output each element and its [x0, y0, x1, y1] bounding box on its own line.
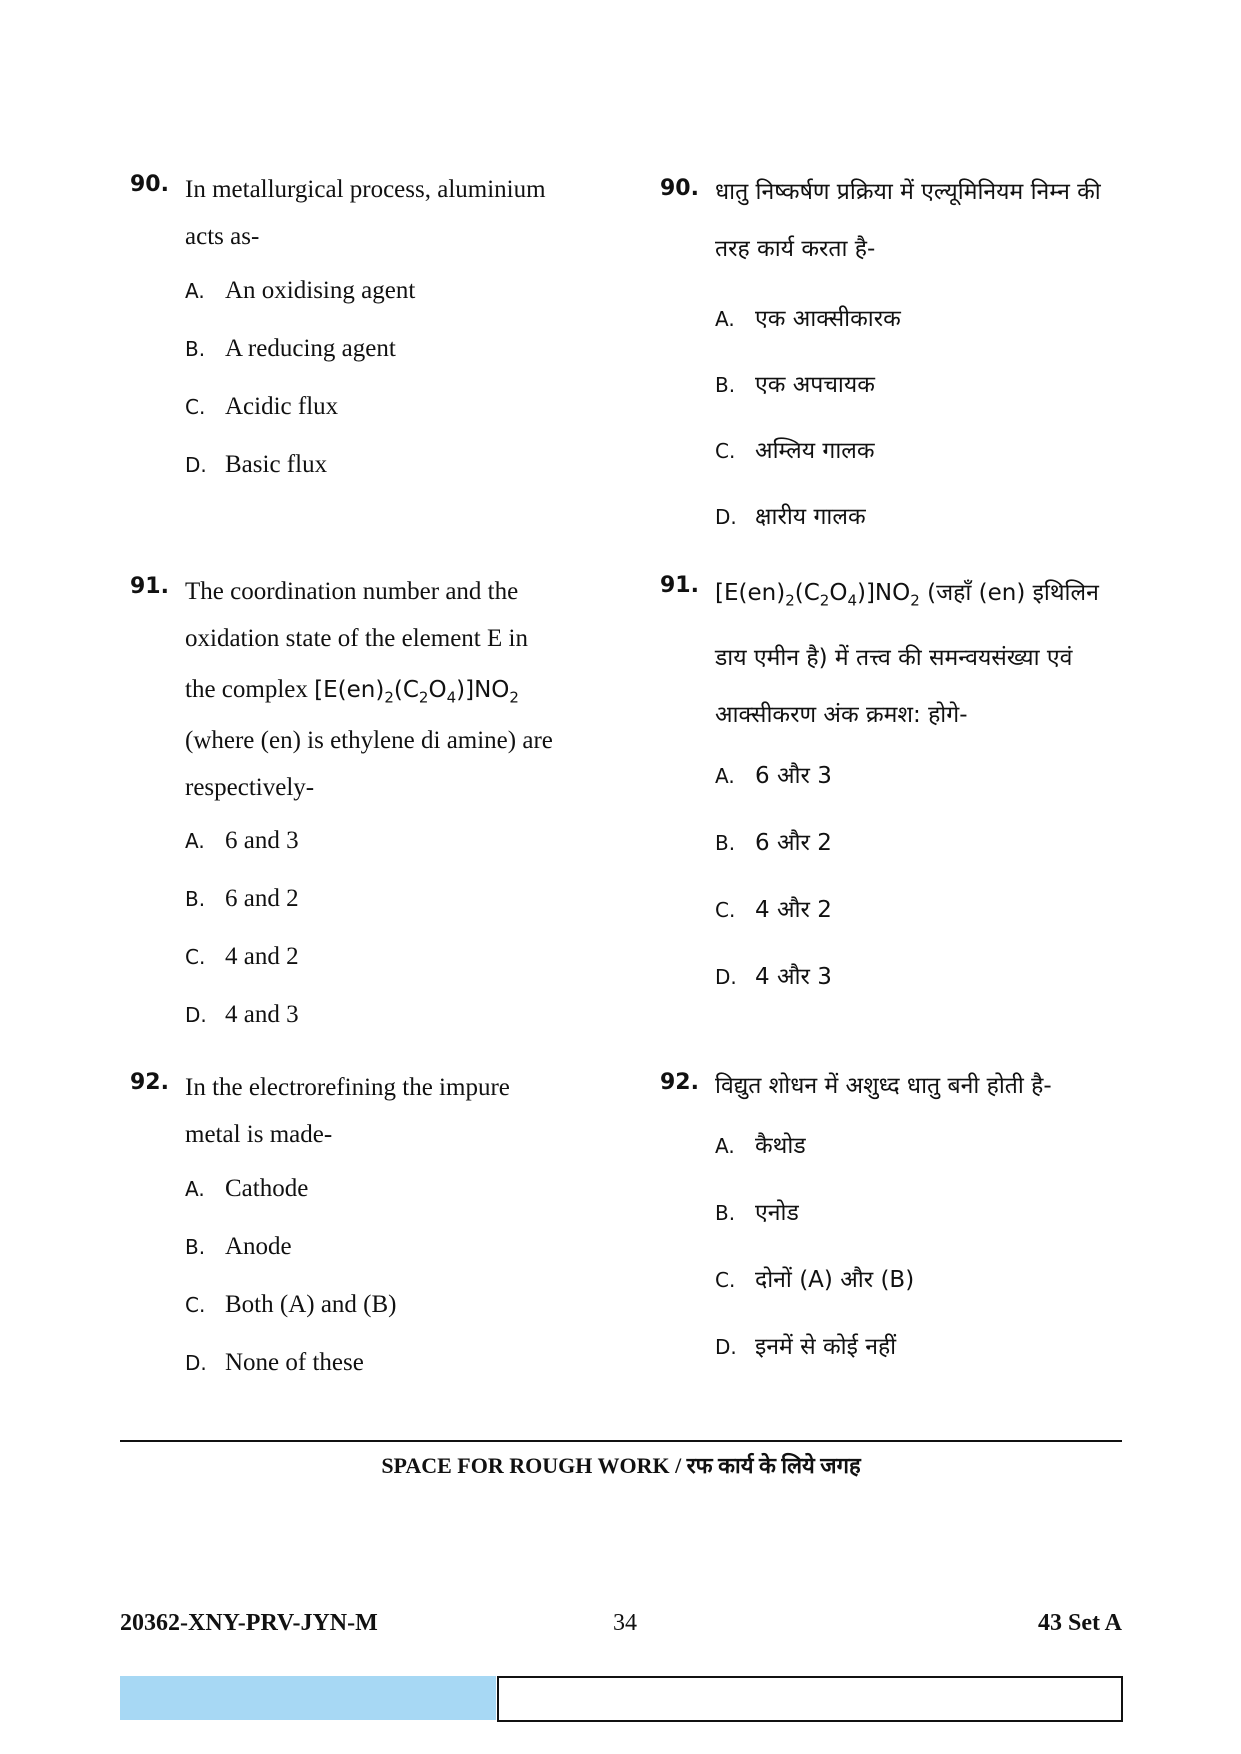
footer-color-bar	[120, 1676, 496, 1720]
question-90-en	[130, 172, 630, 492]
option-c[interactable]: C. 4 and 2	[185, 943, 299, 970]
question-text: विद्युत शोधन में अशुध्द धातु बनी होती है-	[715, 1073, 1052, 1099]
option-b[interactable]: B. एक अपचायक	[715, 372, 875, 398]
paper-code: 20362-XNY-PRV-JYN-M	[120, 1610, 378, 1636]
option-a[interactable]: A. An oxidising agent	[185, 277, 416, 304]
option-c[interactable]: C. 4 और 2	[715, 897, 832, 923]
question-number: 92.	[660, 1070, 699, 1095]
option-c[interactable]: C. Both (A) and (B)	[185, 1291, 397, 1318]
question-number: 92.	[130, 1070, 169, 1095]
question-number: 91.	[130, 574, 169, 599]
option-b[interactable]: B. 6 और 2	[715, 830, 832, 856]
question-number: 90.	[660, 176, 699, 201]
question-text: धातु निष्कर्षण प्रक्रिया में एल्यूमिनियम निम्न की तरह कार्य करता है-	[715, 179, 1101, 262]
option-b[interactable]: B. एनोड	[715, 1200, 799, 1226]
divider-line	[120, 1440, 1122, 1442]
question-text: The coordination number and the oxidation state of the element E in the complex $[E(en)_2(C_2O_4)]NO_2$ (where (en) is ethylene di amine) are respectively-	[185, 578, 553, 801]
rough-work-heading: SPACE FOR ROUGH WORK / रफ कार्य के लिये जगह	[381, 1453, 861, 1478]
option-c[interactable]: C. Acidic flux	[185, 393, 339, 420]
question-91-en	[130, 574, 650, 1034]
option-d[interactable]: D. 4 और 3	[715, 964, 832, 990]
question-text: In metallurgical process, aluminium acts as-	[185, 176, 546, 250]
question-91-hi	[660, 573, 1140, 1013]
option-b[interactable]: B. 6 and 2	[185, 885, 299, 912]
page-number: 34	[613, 1610, 637, 1636]
question-number: 90.	[130, 172, 169, 197]
complex-formula: $[E(en)_2(C_2O_4)]NO_2$	[715, 580, 920, 610]
option-b[interactable]: B. Anode	[185, 1233, 292, 1260]
option-a[interactable]: A. 6 and 3	[185, 827, 299, 854]
question-text: $[E(en)_2(C_2O_4)]NO_2$ (जहाँ (en) इथिलिन डाय एमीन है) में तत्त्व की समन्वयसंख्या एवं आक्सीकरण अंक क्रमश: होगे-	[715, 580, 1099, 728]
question-92-hi	[660, 1070, 1140, 1390]
option-d[interactable]: D. इनमें से कोई नहीं	[715, 1334, 897, 1360]
footer-box	[497, 1676, 1123, 1722]
option-d[interactable]: D. Basic flux	[185, 451, 328, 478]
option-d[interactable]: D. क्षारीय गालक	[715, 504, 866, 530]
option-a[interactable]: A. एक आक्सीकारक	[715, 306, 901, 332]
option-a[interactable]: A. 6 और 3	[715, 763, 832, 789]
complex-formula: $[E(en)_2(C_2O_4)]NO_2$	[314, 677, 519, 707]
option-d[interactable]: D. None of these	[185, 1349, 364, 1376]
question-text: In the electrorefining the impure metal is made-	[185, 1074, 510, 1148]
question-92-en	[130, 1070, 630, 1390]
option-d[interactable]: D. 4 and 3	[185, 1001, 299, 1028]
question-number: 91.	[660, 573, 699, 598]
option-c[interactable]: C. अम्लिय गालक	[715, 438, 875, 464]
option-a[interactable]: A. Cathode	[185, 1175, 309, 1202]
option-b[interactable]: B. A reducing agent	[185, 335, 396, 362]
set-label: 43 Set A	[1038, 1610, 1122, 1636]
option-c[interactable]: C. दोनों (A) और (B)	[715, 1267, 915, 1293]
option-a[interactable]: A. कैथोड	[715, 1133, 806, 1159]
question-90-hi	[660, 176, 1130, 536]
